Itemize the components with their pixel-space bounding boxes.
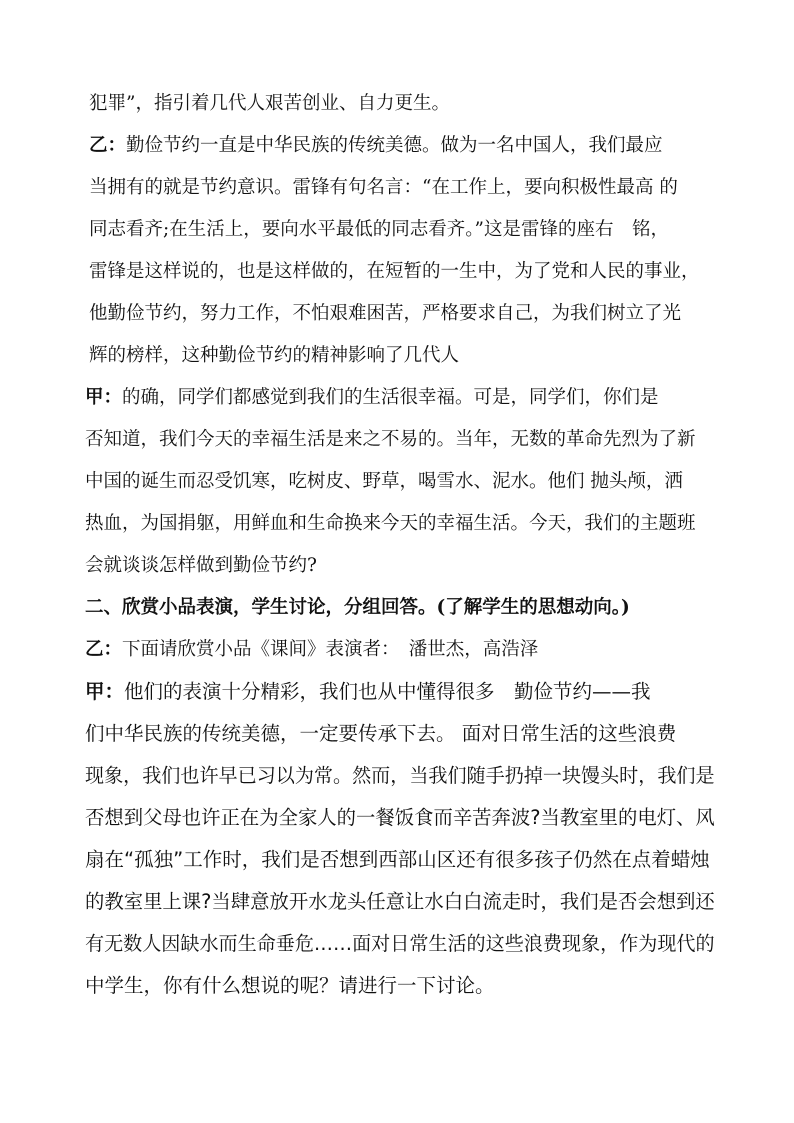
dialogue-line bbox=[89, 134, 663, 158]
paragraph-line bbox=[85, 890, 715, 914]
speaker-label: 甲： bbox=[85, 387, 123, 408]
line-text: 否想到父母也许正在为全家人的一餐饭食而辛苦奔波?当教室里的电灯、风 bbox=[85, 806, 715, 829]
paragraph-line bbox=[85, 428, 696, 452]
line-text: 辉的榜样，这种勤俭节约的精神影响了几代人 bbox=[89, 345, 460, 366]
paragraph-line bbox=[85, 974, 495, 998]
speaker-label: 乙： bbox=[89, 135, 127, 156]
paragraph-line bbox=[89, 176, 678, 200]
section-heading bbox=[85, 596, 630, 620]
dialogue-line bbox=[85, 680, 651, 704]
line-text: 扇在“孤独”工作时，我们是否想到西部山区还有很多孩子仍然在点着蜡烛 bbox=[85, 848, 710, 871]
line-text: 有无数人因缺水而生命垂危……面对日常生活的这些浪费现象，作为现代的 bbox=[85, 933, 715, 955]
paragraph-line bbox=[85, 722, 676, 746]
paragraph-line bbox=[85, 470, 683, 494]
line-text: 同志看齐;在生活上，要向水平最低的同志看齐。”这是雷锋的座右 铭， bbox=[89, 219, 669, 240]
line-text: 勤俭节约一直是中华民族的传统美德。做为一名中国人，我们最应 bbox=[126, 135, 663, 156]
line-text: 下面请欣赏小品《课间》表演者： 潘世杰，高浩泽 bbox=[122, 639, 539, 660]
paragraph-line bbox=[89, 260, 700, 284]
paragraph-line bbox=[89, 92, 450, 116]
line-text: 雷锋是这样说的，也是这样做的，在短暂的一生中，为了党和人民的事业， bbox=[89, 261, 700, 282]
line-text: 中国的诞生而忍受饥寒，吃树皮、野草，喝雪水、泥水。他们 抛头颅，洒 bbox=[85, 471, 683, 492]
paragraph-line bbox=[85, 512, 696, 536]
line-text: 们中华民族的传统美德，一定要传承下去。 面对日常生活的这些浪费 bbox=[85, 722, 677, 745]
paragraph-line bbox=[89, 344, 459, 368]
dialogue-line bbox=[85, 638, 538, 662]
paragraph-line bbox=[85, 848, 710, 872]
line-text: 他们的表演十分精彩，我们也从中懂得很多 勤俭节约——我 bbox=[124, 680, 651, 703]
paragraph-line bbox=[89, 218, 669, 242]
heading-text: 二、欣赏小品表演，学生讨论，分组回答。(了解学生的思想动向。) bbox=[85, 597, 630, 618]
line-text: 热血，为国捐躯，用鲜血和生命换来今天的幸福生活。今天，我们的主题班 bbox=[85, 513, 696, 534]
line-text: 否知道，我们今天的幸福生活是来之不易的。当年，无数的革命先烈为了新 bbox=[85, 429, 696, 450]
line-text: 犯罪”，指引着几代人艰苦创业、自力更生。 bbox=[89, 93, 450, 114]
line-text: 的确，同学们都感觉到我们的生活很幸福。可是，同学们，你们是 bbox=[122, 387, 659, 408]
speaker-label: 乙： bbox=[85, 639, 123, 660]
speaker-label: 甲： bbox=[85, 680, 125, 703]
line-text: 现象，我们也许早已习以为常。然而，当我们随手扔掉一块馒头时，我们是 bbox=[85, 765, 715, 787]
paragraph-line bbox=[89, 302, 681, 326]
dialogue-line bbox=[85, 386, 659, 410]
line-text: 中学生，你有什么想说的呢？请进行一下讨论。 bbox=[85, 974, 495, 997]
paragraph-line bbox=[85, 806, 715, 830]
paragraph-line bbox=[85, 932, 715, 956]
line-text: 会就谈谈怎样做到勤俭节约? bbox=[85, 555, 317, 576]
paragraph-line bbox=[85, 554, 317, 578]
line-text: 的教室里上课?当肆意放开水龙头任意让水白白流走时，我们是否会想到还 bbox=[85, 890, 715, 913]
paragraph-line bbox=[85, 764, 715, 788]
line-text: 他勤俭节约，努力工作，不怕艰难困苦，严格要求自己，为我们树立了光 bbox=[89, 303, 682, 324]
line-text: 当拥有的就是节约意识。雷锋有句名言：“在工作上，要向积极性最高 的 bbox=[89, 177, 678, 198]
